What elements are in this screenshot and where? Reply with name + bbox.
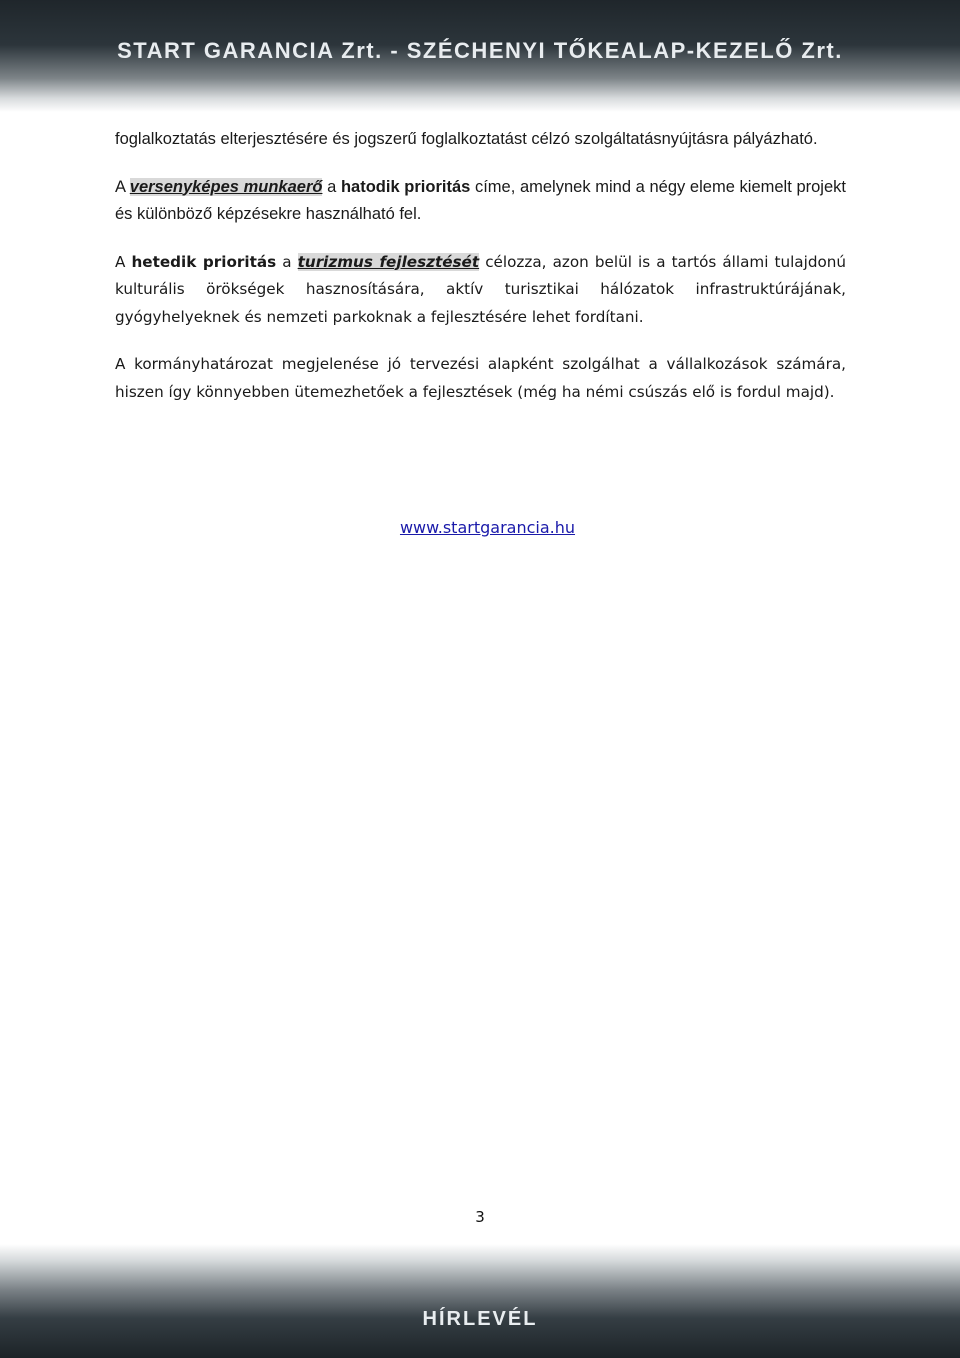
paragraph-2-b: a [322,177,341,196]
article-body [115,126,846,426]
paragraph-2 [115,174,846,229]
paragraph-2-c: címe, amelynek mind a négy eleme kiemelt projekt és különböző képzésekre használható fel. [115,177,846,223]
page-number: 3 [475,1208,485,1226]
header-title: START GARANCIA Zrt. - SZÉCHENYI TŐKEALAP-KEZELŐ Zrt. [117,38,843,63]
paragraph-3 [115,249,846,332]
highlight-versenykepes: versenyképes munkaerő [129,177,323,196]
paragraph-3-c: célozza, azon belül is a tartós állami tulajdonú kulturális örökségek hasznosítására, aktív turisztikai hálózatok infrastruktúrájának, gyógyhelyeknek és nemzeti parkoknak a fejlesztésére lehet fordítani. [115,252,847,326]
footer-band [0,1244,960,1358]
paragraph-4-text: A kormányhatározat megjelenése jó tervezési alapként szolgálhat a vállalkozások számára, hiszen így könnyebben ütemezhetőek a fejlesztések (még ha némi csúszás elő is fordul majd). [115,355,846,401]
highlight-turizmus: turizmus fejlesztését [297,252,480,271]
paragraph-1-text: foglalkoztatás elterjesztésére és jogszerű foglalkoztatást célzó szolgáltatásnyújtásra pályázható. [115,130,818,148]
paragraph-2-a: A [115,177,130,196]
footer-title: HÍRLEVÉL [422,1308,538,1330]
bold-hetedik-prioritas: hetedik prioritás [131,252,277,271]
paragraph-3-b: a [276,252,298,271]
paragraph-1 [115,126,846,154]
paragraph-3-a: A [115,252,132,271]
website-link[interactable]: www.startgarancia.hu [399,518,576,537]
paragraph-4 [115,351,846,406]
bold-hatodik-prioritas: hatodik prioritás [340,177,471,196]
